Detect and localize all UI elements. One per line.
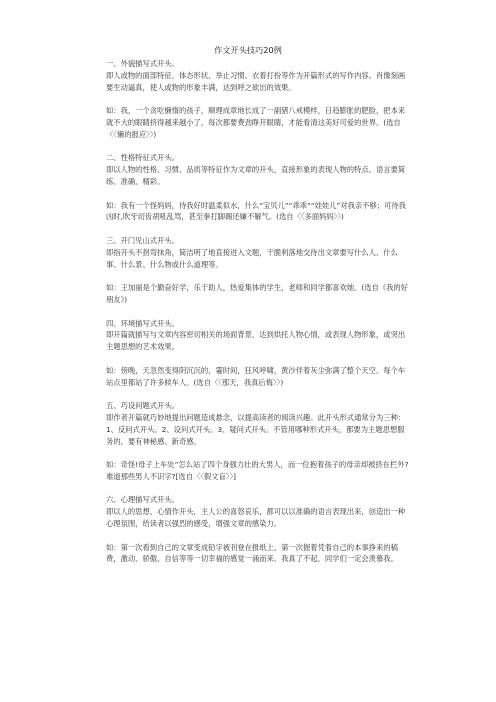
section-example: 如：奇怪!母子上车处”怎么站了四个身强力壮的大男人，而一位抱着孩子的母亲却被挤在栏外?难道那些男人不识字?[选自〈〈假文盲〉〉]: [106, 460, 409, 481]
section-example: 如：我，一个贪吃懒惰的孩子，顺理成章地长成了一副猪八戒模样，日趋膨胀的肥脸，把本来就不大的眼睛挤得越来越小了，每次都要费劲睁开眼睛，才能看清这美好可爱的世界。(选自〈〈懒的报应〉〉): [106, 106, 406, 139]
section-heading: 一、外貌描写式开头。: [106, 59, 179, 68]
section-example: 如：我有一个怪妈妈，待我好时温柔似水，什么“宝贝儿”“乖乖”“娃娃儿”对我亲不够；可待我凶时,吹牙切齿胡吼乱骂，甚至拳打脚踢还嫌不解气。(选自〈〈多面妈妈〉〉): [106, 200, 406, 222]
section-intro: 即以人的思想、心情作开头，主人公的喜怒哀乐，都可以以准确的语言表现出来，创造出一种心理氛围，给读者以强烈的感受，增强文章的感染力。: [106, 507, 406, 529]
section-heading: 五、巧设问题式开头。: [106, 401, 179, 411]
section-psychology: [106, 494, 411, 565]
section-example: 如：第一次看到自己的文章变成铅字被刊登在报纸上，第一次握着凭着自己的本事挣来的稿费，激动、骄傲、自信等等一切幸福的感觉一涌而来。我真了不起，同学们一定会羡慕我。: [106, 542, 398, 564]
section-intro: 即人或物的面部特征、体态形状、举止习惯、衣着打扮等作为开篇形式的写作内容。肖像刻画要生动逼真，使人或物的形象丰满，达到呼之欲出的效果。: [106, 70, 406, 92]
section-example: 如：王加丽是个勤奋好学，乐于助人，热爱集体的学生，老师和同学都喜欢她。(选自《我的好朋友》): [106, 283, 409, 304]
section-environment: [106, 318, 411, 389]
section-heading: 二、性格特征式开头。: [106, 153, 179, 163]
section-personality: [106, 152, 411, 223]
section-intro: 即开篇就描写与文章内容密切相关的场面背景，达到烘托人物心情，或表现人物形象，或突出主题思想的艺术效果。: [106, 330, 406, 352]
section-heading: 六、心理描写式开头。: [106, 495, 179, 505]
section-example: 如：傍晚，天忽然变得阴沉沉的，霎时间，狂风呼啸，黄沙伴着灰尘弥满了整个天空。每个车站点里都站了许多候车人。(选自〈〈那天，我真后悔〉〉): [106, 365, 406, 387]
section-appearance: [106, 58, 411, 141]
section-intro: 即以人物的性格、习惯、品质等特征作为文章的开头，直接形象的表现人物的特点。语言要简练、准确、精彩。: [106, 165, 406, 186]
section-intro: 即作者开篇就巧妙地提出问题造成悬念，以提高读者的阅读兴趣。此开头形式通常分为三种：1、反问式开头。2、设问式开头。3、疑问式开头。不管用哪种形式开头，都要为主题思想服务的，要有神秘感、新奇感。: [106, 412, 406, 446]
section-intro: 即指开头不拐弯抹角，简洁明了地直接进入文题，干脆利落地交待出文章要写什么人、什么事、什么景、什么物或什么道理等。: [106, 247, 398, 269]
section-heading: 四、环境描写式开头。: [106, 318, 179, 328]
document-title: 作文开头技巧20例: [214, 45, 282, 55]
section-direct-opening: [106, 235, 411, 306]
section-heading: 三、开门见山式开头。: [106, 235, 179, 245]
section-question: [106, 400, 411, 483]
document-body: [106, 58, 411, 565]
